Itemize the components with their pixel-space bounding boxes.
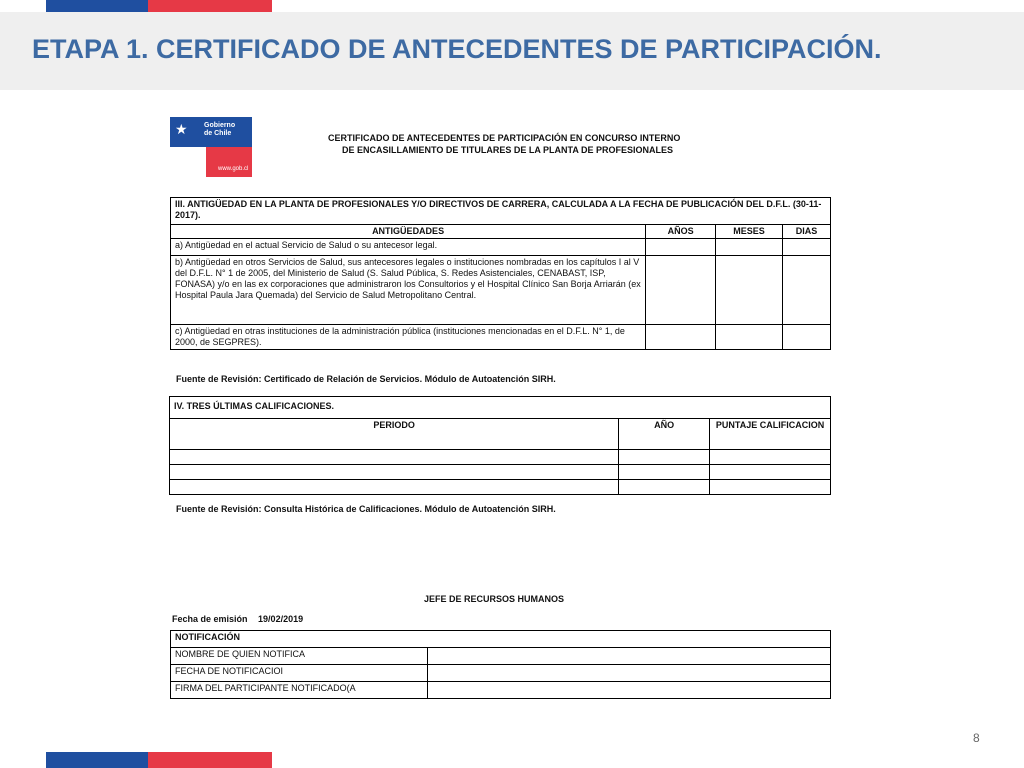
cell-ano — [619, 480, 710, 495]
section4-title: IV. TRES ÚLTIMAS CALIFICACIONES. — [170, 397, 831, 419]
notification-value-cell — [427, 648, 830, 665]
cell-meses — [716, 256, 783, 325]
section4-source-note: Fuente de Revisión: Consulta Histórica de Calificaciones. Módulo de Autoatención SIRH. — [176, 504, 556, 514]
cell-puntaje — [710, 480, 831, 495]
table-row — [170, 465, 831, 480]
notification-value-cell — [427, 665, 830, 682]
notification-table — [170, 630, 831, 699]
cell-periodo — [170, 465, 619, 480]
table-row — [171, 239, 831, 256]
table-row — [171, 256, 831, 325]
table-row — [170, 480, 831, 495]
cell-puntaje — [710, 465, 831, 480]
cell-periodo — [170, 480, 619, 495]
header-anos: AÑOS — [646, 225, 716, 239]
header-puntaje: PUNTAJE CALIFICACION — [710, 419, 831, 450]
logo-text: Gobierno de Chile — [204, 122, 236, 137]
slide-title: ETAPA 1. CERTIFICADO DE ANTECEDENTES DE PARTICIPACIÓN. — [32, 34, 882, 64]
seniority-table — [170, 197, 831, 350]
table-row — [171, 325, 831, 350]
logo-url: www.gob.cl — [218, 166, 249, 172]
cell-puntaje — [710, 450, 831, 465]
cell-ano — [619, 465, 710, 480]
cell-anos — [646, 325, 716, 350]
cell-dias — [783, 256, 831, 325]
cell-dias — [783, 325, 831, 350]
table-row — [171, 682, 831, 699]
cell-anos — [646, 239, 716, 256]
chile-coat-of-arms-icon: ★ — [175, 121, 188, 137]
cell-meses — [716, 325, 783, 350]
logo-white-band — [170, 147, 206, 177]
header-antiguedades: ANTIGÜEDADES — [171, 225, 646, 239]
certificate-heading — [328, 132, 768, 156]
ratings-table — [169, 396, 831, 495]
header-meses: MESES — [716, 225, 783, 239]
notification-value-cell — [427, 682, 830, 699]
section3-title: III. ANTIGÜEDAD EN LA PLANTA DE PROFESIONALES Y/O DIRECTIVOS DE CARRERA, CALCULADA A LA FECHA DE PUBLICACIÓN DEL D.F.L. (30-11-2017). — [171, 198, 831, 225]
table-row — [171, 648, 831, 665]
seniority-row-c: c) Antigüedad en otras instituciones de la administración pública (instituciones mencionadas en el D.F.L. N° 1, de 2000, de SEGPRES). — [171, 325, 646, 350]
issue-date-value: 19/02/2019 — [258, 614, 304, 624]
bottom-stripe-blue — [46, 752, 148, 768]
notification-row-label: NOMBRE DE QUIEN NOTIFICA — [171, 648, 428, 665]
signature-label: JEFE DE RECURSOS HUMANOS — [424, 594, 565, 604]
issue-date-line — [172, 614, 303, 624]
cell-dias — [783, 239, 831, 256]
cell-meses — [716, 239, 783, 256]
header-dias: DIAS — [783, 225, 831, 239]
header-ano: AÑO — [619, 419, 710, 450]
cell-anos — [646, 256, 716, 325]
issue-date-label: Fecha de emisión — [172, 614, 248, 624]
notification-row-label: FIRMA DEL PARTICIPANTE NOTIFICADO(A — [171, 682, 428, 699]
seniority-row-b: b) Antigüedad en otros Servicios de Salud, sus antecesores legales o instituciones nombradas en los capítulos I al V del D.F.L. N° 1 de 2005, del Ministerio de Salud (S. Salud Pública, S. Redes Asistenciales, CENABAST, ISP, FONASA) y/o en las ex corporaciones que administraron los Consultorios y el Hospital Clínico San Borja Arriarán (ex Hospital Paula Jara Quemada) del Servicio de Salud Metropolitano Central. — [171, 256, 646, 325]
header-periodo: PERIODO — [170, 419, 619, 450]
bottom-stripe-red — [148, 752, 272, 768]
table-row — [171, 665, 831, 682]
heading-line-1: CERTIFICADO DE ANTECEDENTES DE PARTICIPACIÓN EN CONCURSO INTERNO — [328, 133, 681, 143]
notification-title: NOTIFICACIÓN — [171, 631, 831, 648]
table-row — [170, 450, 831, 465]
cell-ano — [619, 450, 710, 465]
section3-source-note: Fuente de Revisión: Certificado de Relación de Servicios. Módulo de Autoatención SIRH. — [176, 374, 556, 384]
notification-row-label: FECHA DE NOTIFICACIOI — [171, 665, 428, 682]
heading-line-2: DE ENCASILLAMIENTO DE TITULARES DE LA PLANTA DE PROFESIONALES — [342, 145, 674, 155]
seniority-row-a: a) Antigüedad en el actual Servicio de Salud o su antecesor legal. — [171, 239, 646, 256]
gobierno-de-chile-logo — [170, 117, 252, 177]
page-number: 8 — [973, 731, 980, 745]
cell-periodo — [170, 450, 619, 465]
